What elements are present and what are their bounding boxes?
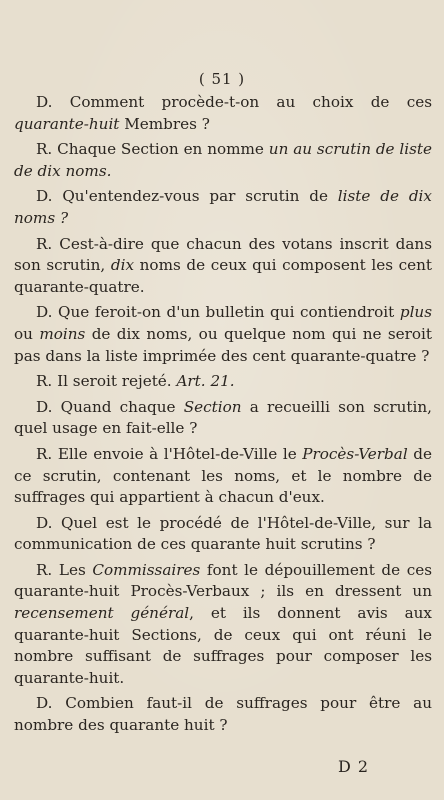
qa-paragraph — [14, 397, 432, 440]
text-run: , et ils donnent avis aux quarante-huit Sections, de ceux qui ont réuni le nombre suffisant de suffrages pour composer les quarante-huit. — [14, 604, 432, 687]
italic-text: Commissaires — [92, 560, 201, 579]
speaker-label: D. — [36, 187, 53, 206]
speaker-label: D. — [36, 397, 53, 416]
page-number: ( 51 ) — [198, 70, 246, 88]
qa-paragraph — [14, 513, 432, 556]
italic-text: liste de dix noms ? — [14, 187, 432, 227]
speaker-label: D. — [36, 694, 53, 713]
speaker-label: D. — [36, 513, 53, 532]
italic-text: un au scrutin de liste de dix noms. — [14, 140, 433, 180]
speaker-label: R. — [36, 560, 53, 579]
text-run: Combien faut-il de suffrages pour être au nombre des quarante huit ? — [14, 694, 432, 735]
qa-paragraph — [14, 444, 432, 509]
text-run: Chaque Section en nomme — [52, 140, 269, 159]
text-run: Elle envoie à l'Hôtel-de-Ville le — [52, 444, 303, 463]
speaker-label: R. — [36, 372, 53, 391]
text-run: font le dépouillement de ces quarante-huit Procès-Verbaux ; ils en dressent un — [14, 560, 432, 601]
italic-text: Procès-Verbal — [302, 444, 408, 463]
text-run: Cest-à-dire que chacun des votans inscrit dans son scrutin, — [14, 234, 432, 275]
italic-text: quarante-huit — [14, 114, 120, 133]
qa-paragraph — [14, 693, 432, 736]
speaker-label: R. — [36, 444, 53, 463]
text-run: ou — [14, 324, 40, 343]
italic-text: Art. 21. — [176, 372, 235, 391]
text-run: Quand chaque — [52, 397, 184, 416]
text-run: Que feroit-on d'un bulletin qui contiendroit — [52, 303, 400, 322]
text-run: Quel est le procédé de l'Hôtel-de-Ville, sur la communication de ces quarante huit scrutins ? — [14, 513, 432, 554]
qa-paragraph — [14, 139, 432, 182]
italic-text: dix — [110, 256, 135, 275]
qa-paragraph — [14, 92, 432, 135]
text-run: de ce scrutin, contenant les noms, et le nombre de suffrages qui appartient à chacun d'eux. — [14, 444, 432, 507]
italic-text: plus — [399, 303, 432, 322]
text-run: Il seroit rejeté. — [52, 372, 177, 391]
text-run: a recueilli son scrutin, quel usage en fait-elle ? — [14, 397, 433, 438]
qa-paragraph — [14, 234, 432, 299]
signature-mark: D 2 — [338, 757, 370, 776]
text-run: noms de ceux qui composent les cent quarante-quatre. — [14, 256, 432, 296]
text-run: Les — [52, 560, 93, 579]
speaker-label: D. — [36, 303, 53, 322]
qa-paragraph — [14, 560, 432, 690]
text-body — [14, 92, 432, 741]
speaker-label: R. — [36, 140, 53, 159]
italic-text: recensement général — [14, 604, 190, 623]
italic-text: moins — [39, 324, 86, 343]
qa-paragraph — [14, 371, 432, 393]
italic-text: Section — [183, 397, 242, 416]
qa-paragraph — [14, 302, 432, 367]
text-run: Membres ? — [119, 114, 210, 133]
text-run: Comment procède-t-on au choix de ces — [52, 93, 432, 111]
speaker-label: R. — [36, 234, 53, 253]
qa-paragraph — [14, 186, 432, 229]
text-run: de dix noms, ou quelque nom qui ne seroit pas dans la liste imprimée des cent quarante-quatre ? — [14, 324, 432, 365]
speaker-label: D. — [36, 93, 53, 111]
text-run: Qu'entendez-vous par scrutin de — [52, 187, 338, 206]
